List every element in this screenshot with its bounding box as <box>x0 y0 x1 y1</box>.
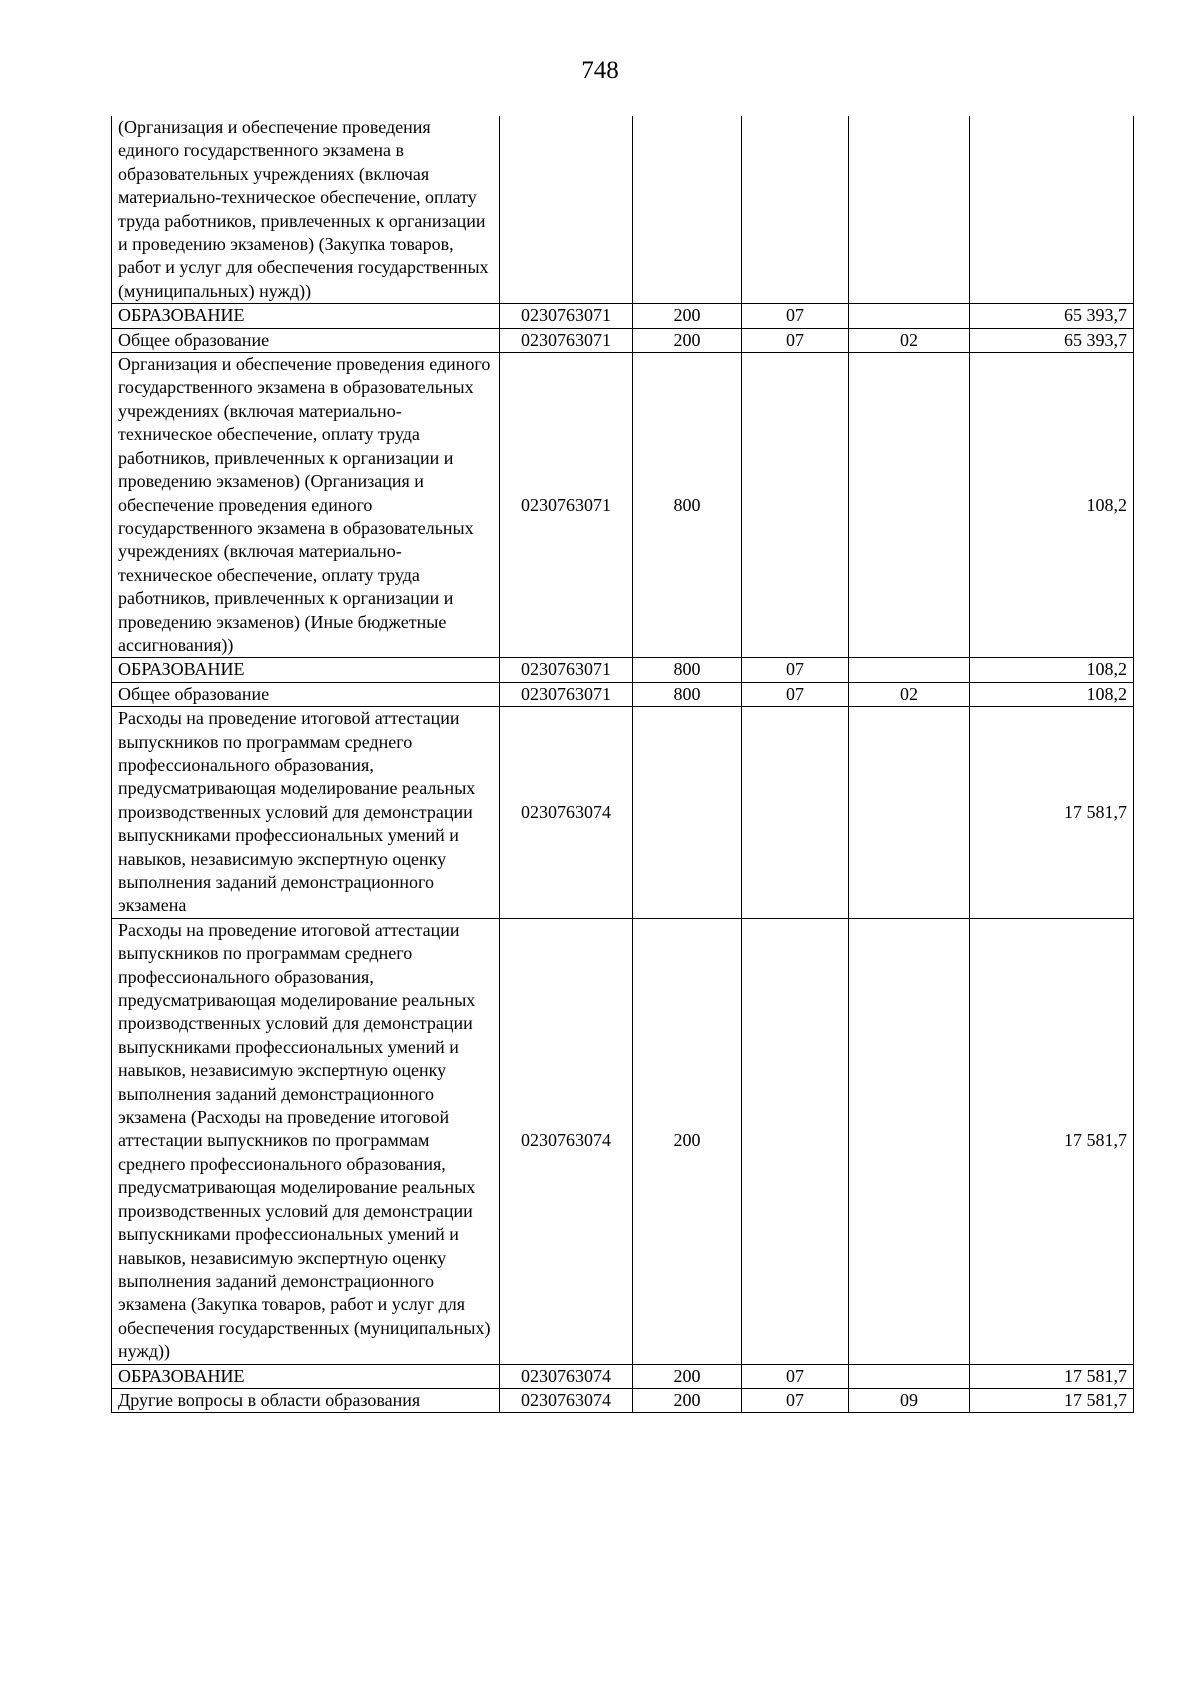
row-subsection: 02 <box>849 328 970 352</box>
page-number: 748 <box>581 57 619 84</box>
row-subsection: 09 <box>849 1388 970 1412</box>
row-name: (Организация и обеспечение проведения единого государственного экзамена в образовательных учреждениях (включая материально-техническое обеспечение, оплату труда работников, привлеченных к организации и проведению экзаменов) (Закупка товаров, работ и услуг для обеспечения государственных (муниципальных) нужд)) <box>112 116 500 304</box>
row-amount: 108,2 <box>970 682 1134 706</box>
row-target-code: 0230763074 <box>500 707 633 919</box>
row-amount: 108,2 <box>970 658 1134 682</box>
row-target-code: 0230763071 <box>500 353 633 658</box>
row-section: 07 <box>742 304 849 328</box>
row-expense-type: 800 <box>633 682 742 706</box>
row-name: ОБРАЗОВАНИЕ <box>112 304 500 328</box>
row-subsection <box>849 353 970 658</box>
row-expense-type <box>633 707 742 919</box>
row-expense-type: 200 <box>633 1388 742 1412</box>
row-target-code: 0230763071 <box>500 682 633 706</box>
row-section: 07 <box>742 1364 849 1388</box>
row-expense-type: 200 <box>633 304 742 328</box>
row-amount: 17 581,7 <box>970 918 1134 1364</box>
row-name: Расходы на проведение итоговой аттестации выпускников по программам среднего профессионального образования, предусматривающая моделирование реальных производственных условий для демонстрации выпускниками профессиональных умений и навыков, независимую экспертную оценку выполнения заданий демонстрационного экзамена <box>112 707 500 919</box>
row-target-code: 0230763074 <box>500 1364 633 1388</box>
row-name: ОБРАЗОВАНИЕ <box>112 1364 500 1388</box>
table-row <box>112 918 1134 1364</box>
row-expense-type: 200 <box>633 1364 742 1388</box>
row-target-code: 0230763074 <box>500 1388 633 1412</box>
row-section: 07 <box>742 658 849 682</box>
row-target-code <box>500 116 633 304</box>
row-amount: 17 581,7 <box>970 707 1134 919</box>
table-row <box>112 1388 1134 1412</box>
row-name: Организация и обеспечение проведения единого государственного экзамена в образовательных учреждениях (включая материально-техническое обеспечение, оплату труда работников, привлеченных к организации и проведению экзаменов) (Организация и обеспечение проведения единого государственного экзамена в образовательных учреждениях (включая материально-техническое обеспечение, оплату труда работников, привлеченных к организации и проведению экзаменов) (Иные бюджетные ассигнования)) <box>112 353 500 658</box>
row-name: Общее образование <box>112 328 500 352</box>
row-name: Другие вопросы в области образования <box>112 1388 500 1412</box>
row-amount <box>970 116 1134 304</box>
row-expense-type <box>633 116 742 304</box>
row-name: Общее образование <box>112 682 500 706</box>
table-row <box>112 682 1134 706</box>
row-section <box>742 353 849 658</box>
table-row <box>112 328 1134 352</box>
row-expense-type: 800 <box>633 353 742 658</box>
row-name: Расходы на проведение итоговой аттестации выпускников по программам среднего профессионального образования, предусматривающая моделирование реальных производственных условий для демонстрации выпускниками профессиональных умений и навыков, независимую экспертную оценку выполнения заданий демонстрационного экзамена (Расходы на проведение итоговой аттестации выпускников по программам среднего профессионального образования, предусматривающая моделирование реальных производственных условий для демонстрации выпускниками профессиональных умений и навыков, независимую экспертную оценку выполнения заданий демонстрационного экзамена (Закупка товаров, работ и услуг для обеспечения государственных (муниципальных) нужд)) <box>112 918 500 1364</box>
row-target-code: 0230763074 <box>500 918 633 1364</box>
row-subsection <box>849 707 970 919</box>
row-section <box>742 116 849 304</box>
table-row <box>112 707 1134 919</box>
table-row <box>112 304 1134 328</box>
row-section <box>742 707 849 919</box>
table-row <box>112 353 1134 658</box>
row-amount: 65 393,7 <box>970 304 1134 328</box>
table-row <box>112 1364 1134 1388</box>
row-section: 07 <box>742 328 849 352</box>
row-section <box>742 918 849 1364</box>
table-row <box>112 116 1134 304</box>
row-section: 07 <box>742 1388 849 1412</box>
row-target-code: 0230763071 <box>500 658 633 682</box>
row-amount: 17 581,7 <box>970 1364 1134 1388</box>
row-expense-type: 800 <box>633 658 742 682</box>
row-section: 07 <box>742 682 849 706</box>
row-expense-type: 200 <box>633 918 742 1364</box>
row-target-code: 0230763071 <box>500 328 633 352</box>
row-subsection: 02 <box>849 682 970 706</box>
row-subsection <box>849 1364 970 1388</box>
row-amount: 108,2 <box>970 353 1134 658</box>
row-subsection <box>849 116 970 304</box>
budget-table <box>111 116 1134 1413</box>
row-subsection <box>849 658 970 682</box>
row-amount: 17 581,7 <box>970 1388 1134 1412</box>
row-name: ОБРАЗОВАНИЕ <box>112 658 500 682</box>
row-subsection <box>849 918 970 1364</box>
row-target-code: 0230763071 <box>500 304 633 328</box>
row-subsection <box>849 304 970 328</box>
row-amount: 65 393,7 <box>970 328 1134 352</box>
row-expense-type: 200 <box>633 328 742 352</box>
table-row <box>112 658 1134 682</box>
